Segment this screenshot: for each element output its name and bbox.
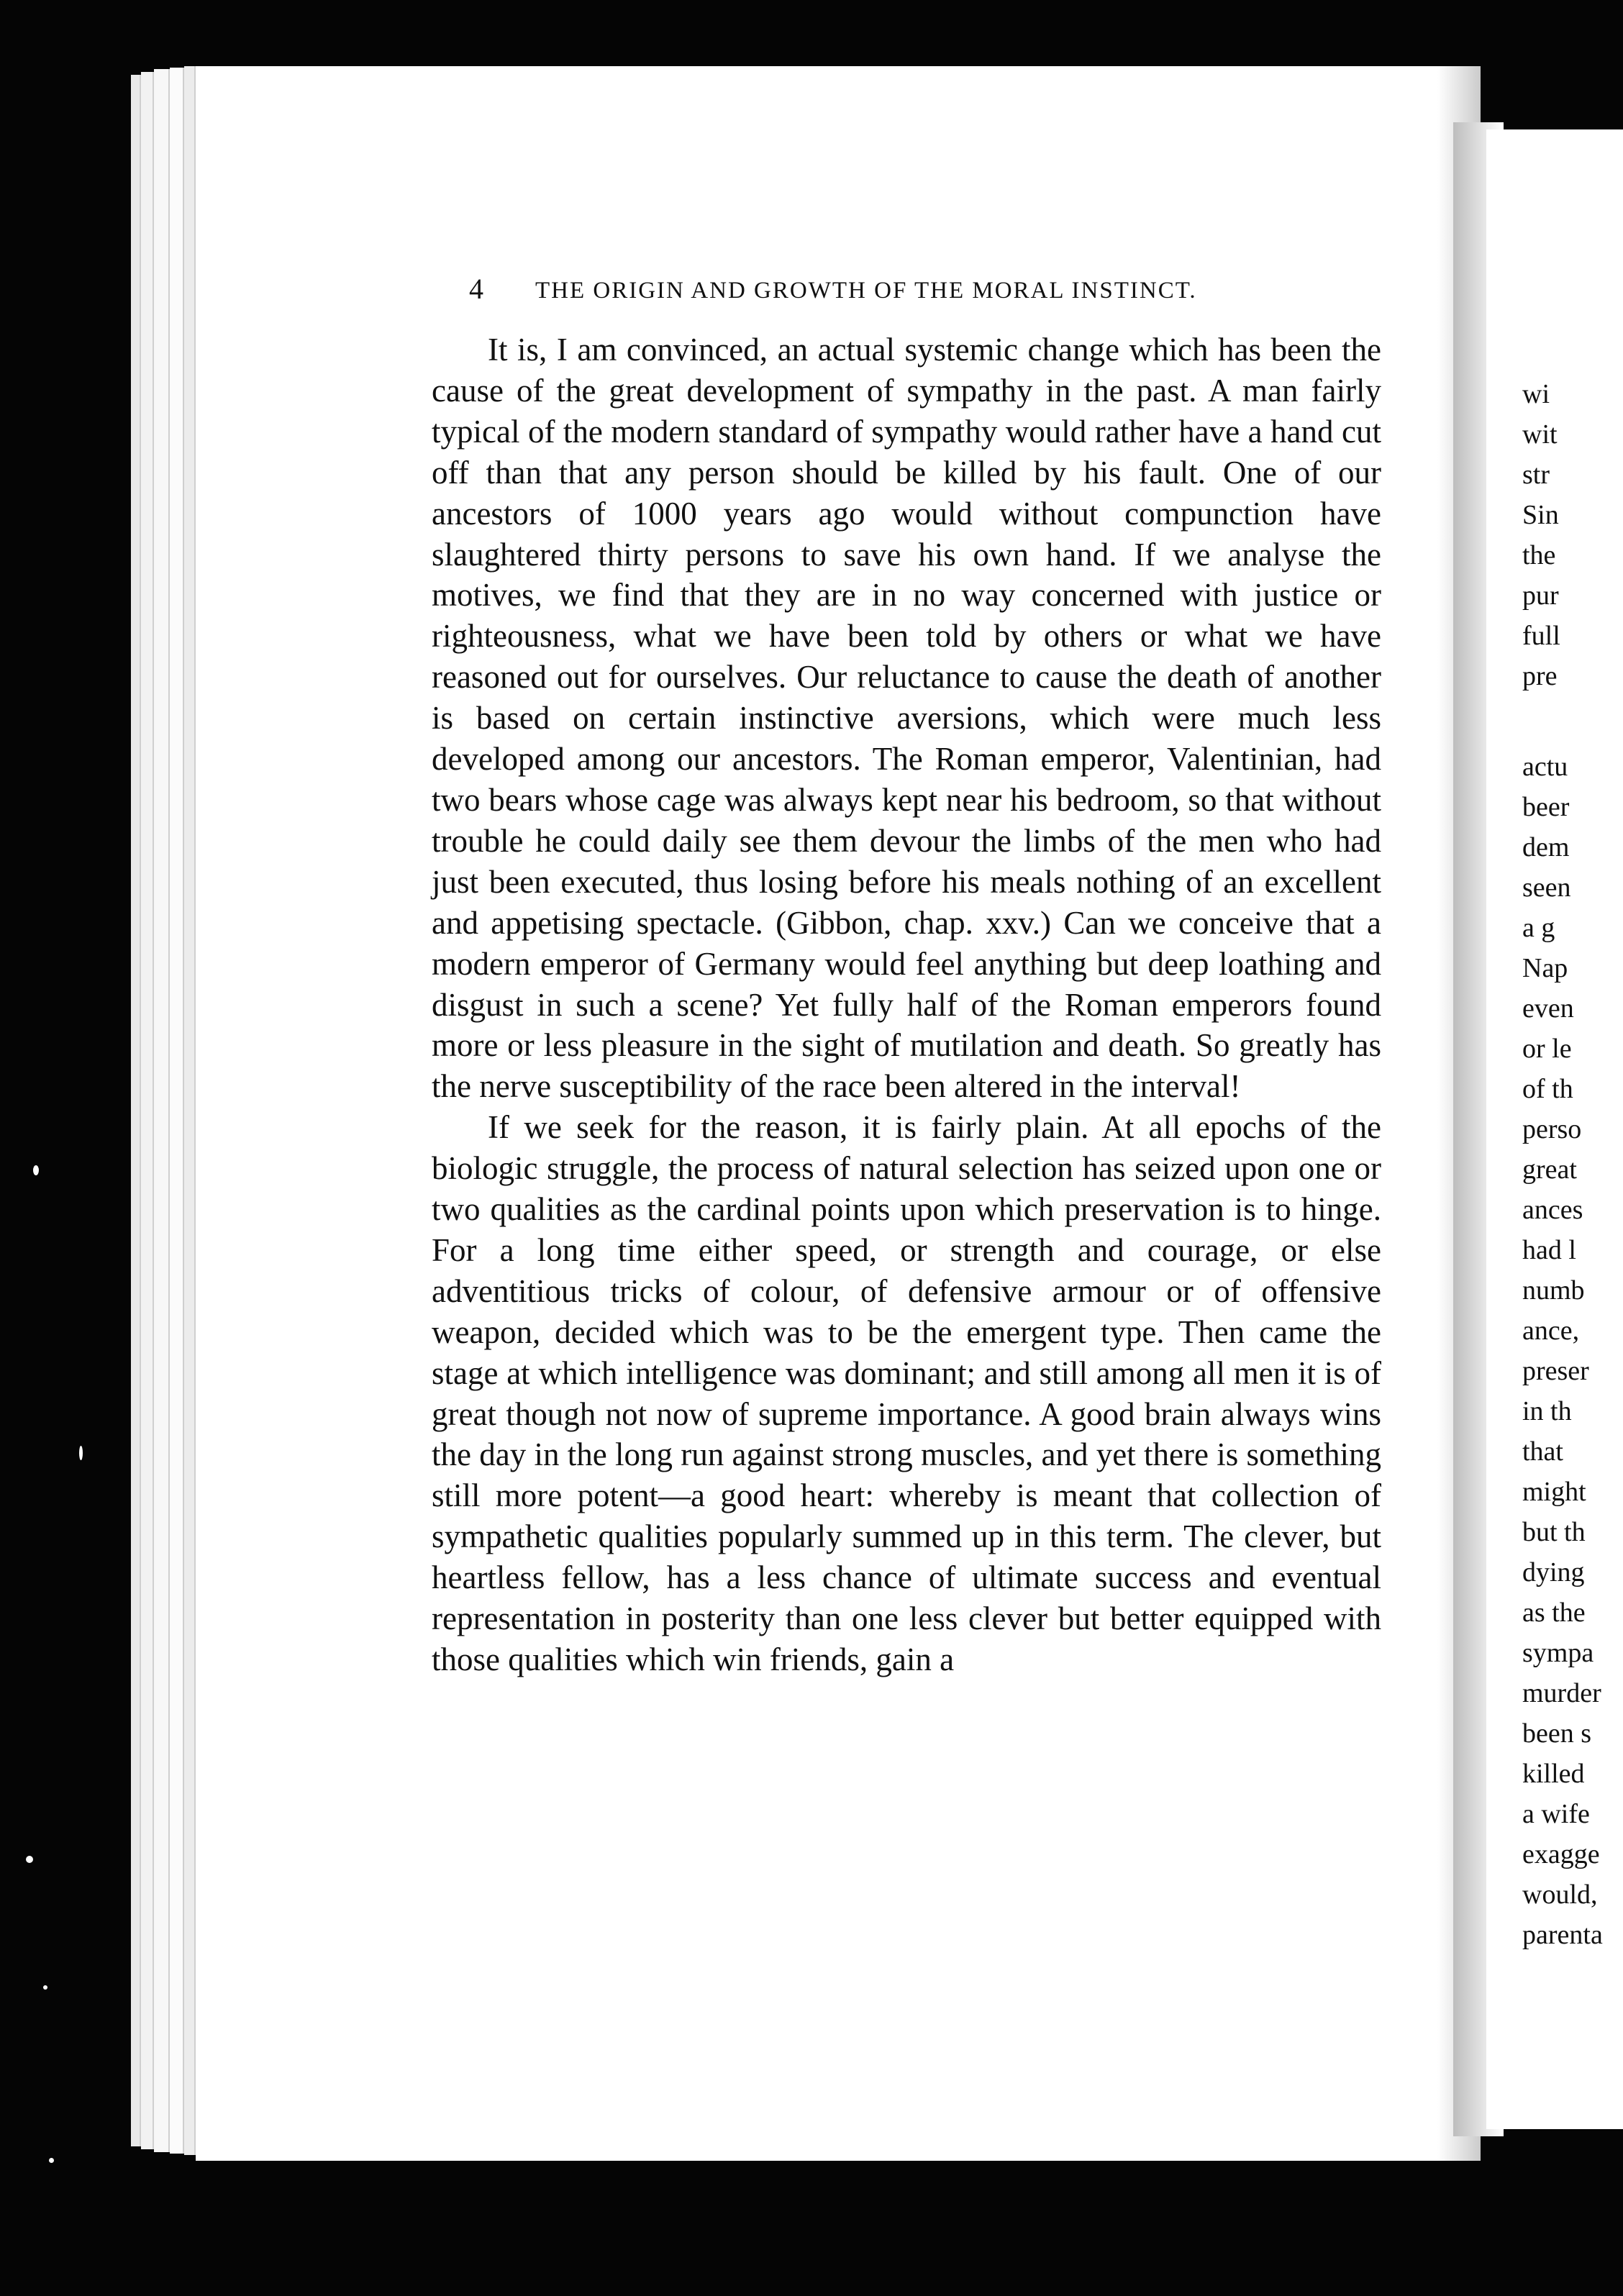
facing-line: a wife	[1522, 1799, 1590, 1829]
facing-line: full	[1522, 621, 1560, 651]
facing-line: preser	[1522, 1356, 1589, 1386]
facing-line: ances	[1522, 1195, 1583, 1225]
facing-line: dying	[1522, 1557, 1585, 1587]
facing-line: as the	[1522, 1598, 1586, 1628]
body-text	[432, 329, 1381, 1680]
facing-line: had l	[1522, 1235, 1576, 1265]
facing-line: or le	[1522, 1034, 1572, 1064]
facing-line: actu	[1522, 752, 1568, 782]
facing-line: wi	[1522, 379, 1550, 409]
facing-line: dem	[1522, 832, 1570, 862]
page-edge	[131, 75, 141, 2146]
facing-line: Nap	[1522, 953, 1568, 983]
facing-line: wit	[1522, 419, 1558, 450]
page-number: 4	[469, 273, 485, 305]
facing-line: killed	[1522, 1759, 1585, 1789]
facing-line: been s	[1522, 1718, 1592, 1749]
paragraph: It is, I am convinced, an actual systemic change which has been the cause of the great development of sympathy in the past. A man fairly typical of the modern standard of sympathy would rather have a hand cut off than that any person should be killed by his fault. One of our ancestors of 1000 years ago would without compunction have slaughtered thirty persons to save his own hand. If we analyse the motives, we find that they are in no way concerned with justice or righteousness, what we have been told by others or what we have reasoned out for ourselves. Our reluctance to cause the death of another is based on certain instinctive aversions, which were much less developed among our ancestors. The Roman emperor, Valentinian, had two bears whose cage was always kept near his bedroom, so that without trouble he could daily see them devour the limbs of the men who had just been executed, thus losing before his meals nothing of an excellent and appetising spectacle. (Gibbon, chap. xxv.) Can we conceive that a modern emperor of Germany would feel anything but deep loathing and disgust in such a scene? Yet fully half of the Roman emperors found more or less pleasure in the sight of mutilation and death. So greatly has the nerve susceptibility of the race been altered in the interval!	[432, 332, 1381, 1105]
facing-line: parenta	[1522, 1920, 1603, 1950]
running-head: THE ORIGIN AND GROWTH OF THE MORAL INSTINCT.	[535, 278, 1197, 304]
page-edge	[154, 69, 170, 2152]
facing-line: ance,	[1522, 1316, 1580, 1346]
facing-line: exagge	[1522, 1839, 1600, 1869]
facing-line: perso	[1522, 1114, 1582, 1144]
facing-line: numb	[1522, 1275, 1585, 1306]
facing-line: str	[1522, 460, 1550, 490]
page-header	[469, 272, 1381, 315]
facing-line: but th	[1522, 1517, 1586, 1547]
facing-line: pur	[1522, 580, 1559, 611]
page-edge	[141, 72, 154, 2149]
facing-line: great	[1522, 1154, 1577, 1185]
facing-line: might	[1522, 1477, 1586, 1507]
facing-line: murder	[1522, 1678, 1601, 1708]
paragraph-gap	[1522, 696, 1623, 747]
facing-line: pre	[1522, 661, 1558, 691]
facing-line: that	[1522, 1436, 1563, 1467]
facing-line: even	[1522, 993, 1574, 1024]
facing-line: the	[1522, 540, 1556, 570]
facing-line: in th	[1522, 1396, 1572, 1426]
facing-line: would,	[1522, 1880, 1598, 1910]
facing-line: sympa	[1522, 1638, 1594, 1668]
facing-line: seen	[1522, 873, 1571, 903]
paragraph: If we seek for the reason, it is fairly plain. At all epochs of the biologic struggle, the process of natural selection has seized upon one or two qualities as the cardinal points upon which preservation is to hinge. For a long time either speed, or strength and courage, or else adventitious tricks of colour, of defensive armour or of offensive weapon, decided which was to be the emergent type. Then came the stage at which intelligence was dominant; and still among all men it is of great though not now of supreme importance. A good brain always wins the day in the long run against strong muscles, and yet there is something still more potent—a good heart: whereby is meant that collection of sympathetic qualities popularly summed up in this term. The clever, but heartless fellow, has a less chance of ultimate success and eventual representation in posterity than one less clever but better equipped with those qualities which win friends, gain a	[432, 1109, 1381, 1677]
page-edge	[184, 66, 196, 2155]
facing-line: of th	[1522, 1074, 1573, 1104]
facing-line: Sin	[1522, 500, 1559, 530]
facing-line: a g	[1522, 913, 1555, 943]
facing-page-text	[1522, 374, 1623, 1955]
facing-line: beer	[1522, 792, 1570, 822]
page-edge	[170, 68, 184, 2154]
